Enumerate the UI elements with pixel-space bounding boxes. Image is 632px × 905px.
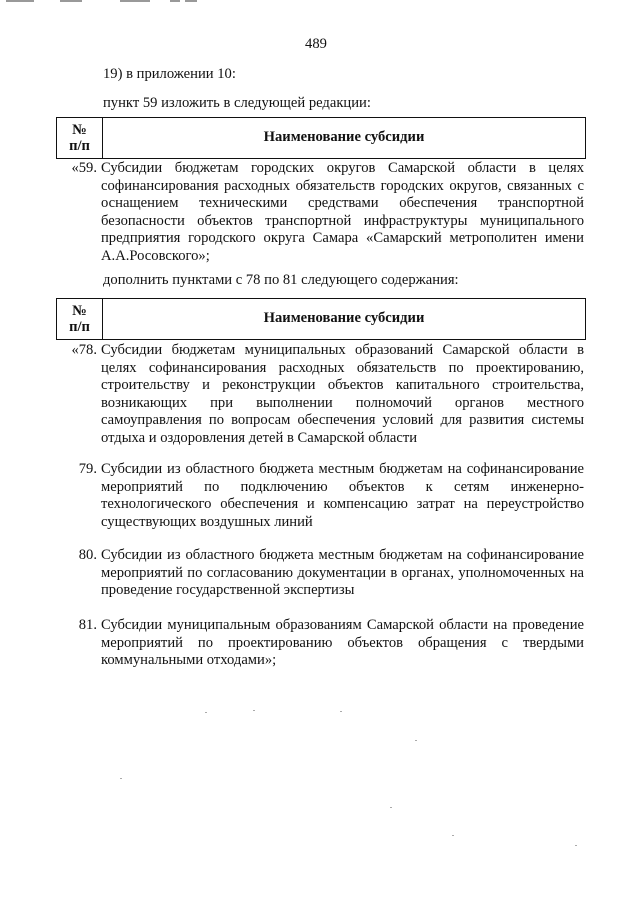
header-num-cell	[57, 299, 103, 339]
header-name-cell: Наименование субсидии	[263, 310, 425, 327]
row-subsidy-text: Субсидии бюджетам муниципальных образований Самарской области в целях софинансирования расходных обязательств по проектированию, строительству и реконструкции объектов капитального строительства, возникающих при выполнении полномочий органов местного самоуправления по вопросам обеспечения условий для развития системы отдыха и оздоровления детей в Самарской области	[101, 342, 584, 446]
row-number: 80.	[78, 547, 97, 563]
header-name-cell: Наименование субсидии	[263, 129, 425, 146]
table-row	[56, 342, 584, 448]
table-row	[56, 617, 584, 670]
row-number: «78.	[71, 342, 97, 358]
instruction-78-81: дополнить пунктами с 78 по 81 следующего содержания:	[103, 272, 459, 288]
row-subsidy-text: Субсидии из областного бюджета местным бюджетам на софинансирование мероприятий по подключению объектов к сетям инженерно-технологического обеспечения и компенсацию затрат на переустройство существующих воздушных линий	[101, 461, 584, 530]
row-number: 79.	[78, 461, 97, 477]
row-subsidy-text: Субсидии муниципальным образованиям Самарской области на проведение мероприятий по проектированию объектов обращения с твердыми коммунальными отходами»;	[101, 617, 584, 669]
table-header-2	[56, 298, 586, 340]
header-num-symbol: №	[72, 122, 87, 138]
table-header-1	[56, 117, 586, 159]
header-num-cell	[57, 118, 103, 158]
row-number: «59.	[71, 160, 97, 176]
instruction-59: пункт 59 изложить в следующей редакции:	[103, 95, 371, 111]
header-num-label: п/п	[69, 138, 90, 154]
row-subsidy-text: Субсидии бюджетам городских округов Самарской области в целях софинансирования расходных обязательств городских округов, связанных с оснащением техническими средствами обеспечения транспортной безопасности объектов транспортной инфраструктуры муниципального предприятия городского округа Самара «Самарский метрополитен имени А.А.Росовского»;	[101, 160, 584, 264]
table-row	[56, 461, 584, 531]
intro-item: 19) в приложении 10:	[103, 66, 236, 82]
table-row	[56, 547, 584, 600]
header-num-symbol: №	[72, 303, 87, 319]
page-number: 489	[305, 36, 327, 52]
row-subsidy-text: Субсидии из областного бюджета местным бюджетам на софинансирование мероприятий по согласованию документации в органах, уполномоченных на проведение государственной экспертизы	[101, 547, 584, 599]
table-row	[56, 160, 584, 266]
row-number: 81.	[78, 617, 97, 633]
scan-top-edge-marks	[0, 0, 632, 6]
header-num-label: п/п	[69, 319, 90, 335]
